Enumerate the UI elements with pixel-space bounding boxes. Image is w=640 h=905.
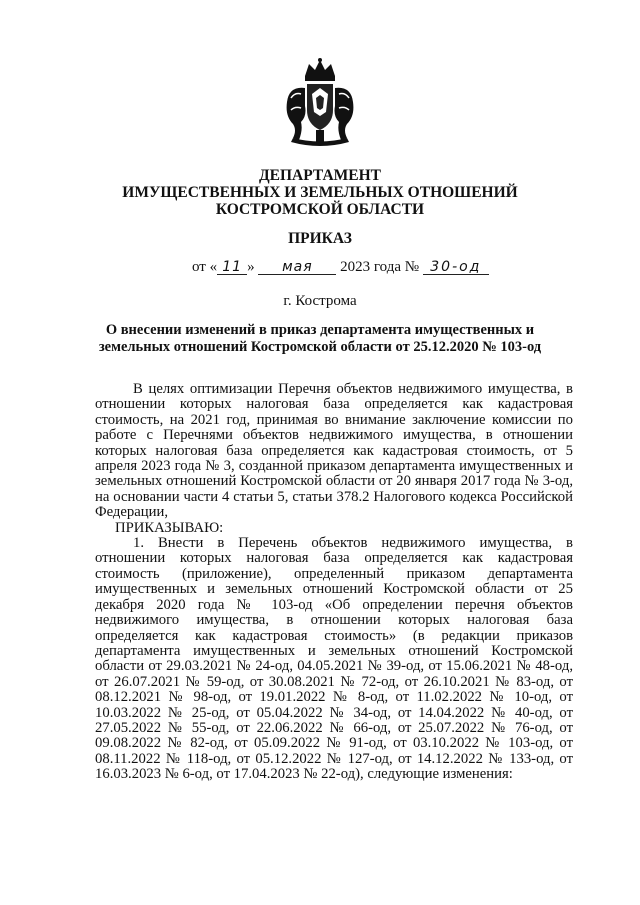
handwritten-month: мая — [258, 260, 336, 275]
department-line-2: ИМУЩЕСТВЕННЫХ И ЗЕМЕЛЬНЫХ ОТНОШЕНИЙ — [122, 184, 518, 201]
order-subject — [0, 322, 640, 356]
item-1-paragraph: 1. Внести в Перечень объектов недвижимого имущества, в отношении которых налоговая база определяется как кадастровая стоимость (приложение), определенный приказом департамента имущественных и земельных отношений Костромской области от 25 декабря 2020 года № 103-од «Об определении перечня объектов недвижимого имущества, в отношении которых налоговая база определяется как кадастровая стоимость» (в редакции приказов департамента имущественных и земельных отношений Костромской области от 29.03.2021 № 24-од, 04.05.2021 № 39-од, от 15.06.2021 № 48-од, от 26.07.2021 № 59-од, от 30.08.2021 № 72-од, от 26.10.2021 № 83-од, от 08.12.2021 № 98-од, от 19.01.2022 № 8-од, от 11.02.2022 № 10-од, от 10.03.2022 № 25-од, от 05.04.2022 № 34-од, от 14.04.2022 № 40-од, от 27.05.2022 № 55-од, от 22.06.2022 № 66-од, от 25.07.2022 № 76-од, от 09.08.2022 № 82-од, от 05.09.2022 № 91-од, от 03.10.2022 № 103-од, от 08.11.2022 № 118-од, от 05.12.2022 № 127-од, от 14.12.2022 № 133-од, от 16.03.2023 № 6-од, от 17.04.2023 № 22-од), следующие изменения: — [95, 535, 573, 783]
handwritten-order-number: 30-од — [423, 260, 489, 275]
subject-line-2: земельных отношений Костромской области от 25.12.2020 № 103-од — [98, 339, 542, 355]
coat-of-arms-emblem — [283, 58, 357, 150]
subject-line-1: О внесении изменений в приказ департамента имущественных и — [105, 322, 535, 338]
handwritten-day: 11 — [217, 260, 247, 275]
date-prefix: от « — [192, 259, 218, 275]
document-type-title: ПРИКАЗ — [288, 230, 352, 247]
date-line — [192, 259, 489, 276]
date-year-text: 2023 года № — [340, 259, 420, 275]
department-line-1: ДЕПАРТАМЕНТ — [258, 167, 382, 184]
department-header — [0, 167, 640, 218]
department-line-3: КОСТРОМСКОЙ ОБЛАСТИ — [215, 201, 425, 218]
preamble-paragraph: В целях оптимизации Перечня объектов недвижимого имущества, в отношении которых налоговая база определяется как кадастровая стоимость, на 2021 год, принимая во внимание заключение комиссии по работе с Перечнями объектов недвижимого имущества, в отношении которых налоговая база определяется как кадастровая стоимость, от 5 апреля 2023 года № 3, созданной приказом департамента имущественных и земельных отношений Костромской области от 20 января 2017 года № 3-од, на основании части 4 статьи 5, статьи 378.2 Налогового кодекса Российской Федерации, — [95, 381, 573, 521]
order-word: ПРИКАЗЫВАЮ: — [115, 519, 224, 536]
order-body — [95, 382, 573, 783]
date-mid: » — [247, 259, 255, 275]
city-line: г. Кострома — [283, 293, 357, 309]
